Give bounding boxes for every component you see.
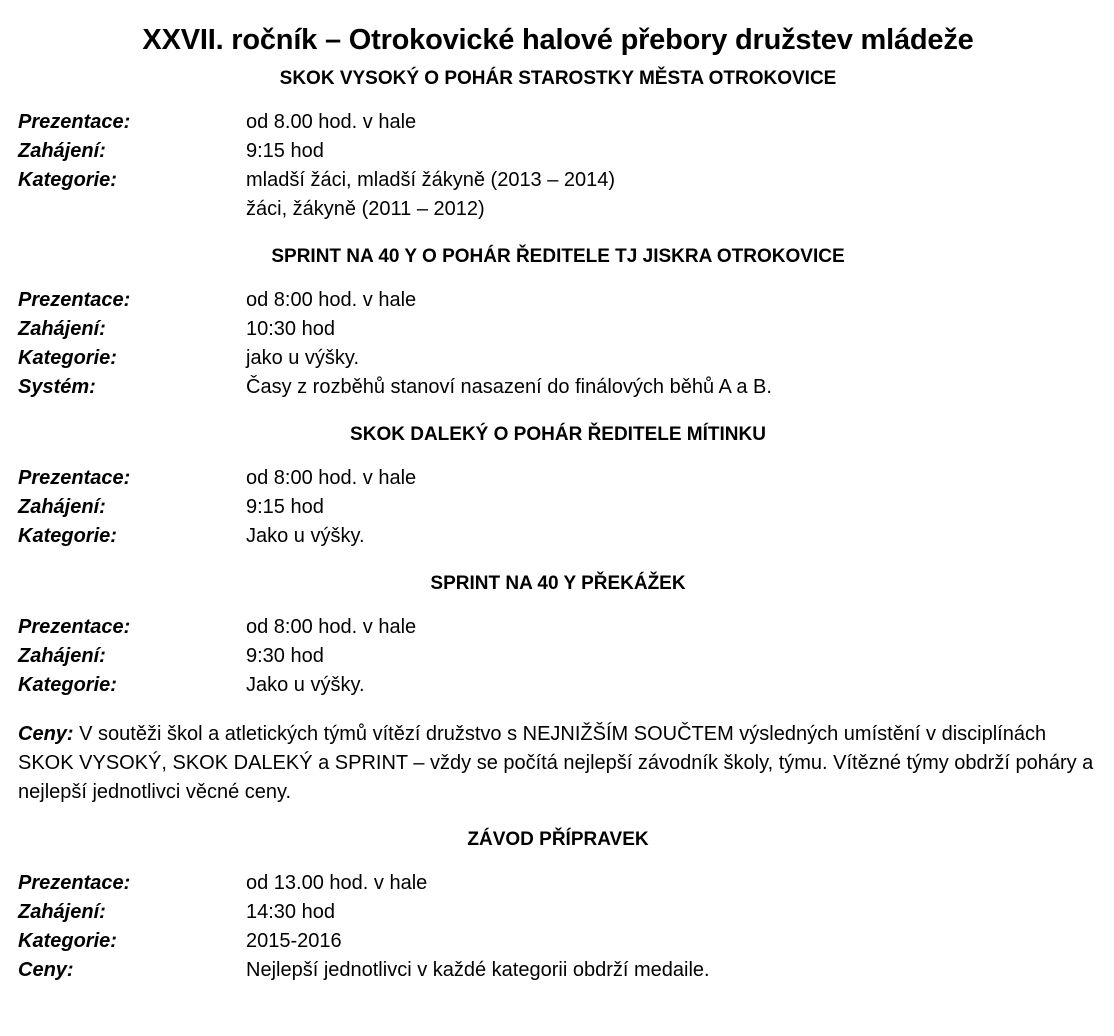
- info-value: od 8:00 hod. v hale: [246, 289, 417, 311]
- info-label: Ceny:: [18, 959, 74, 981]
- info-row: [18, 613, 1098, 642]
- info-label: Kategorie:: [18, 930, 117, 952]
- info-row: [18, 898, 1098, 927]
- info-block-juniors: [18, 869, 1098, 985]
- section-heading-long-jump: SKOK DALEKÝ O POHÁR ŘEDITELE MÍTINKU: [350, 424, 766, 445]
- info-value: 14:30 hod: [246, 901, 335, 923]
- info-row: [18, 108, 1098, 137]
- info-label: Systém:: [18, 376, 96, 398]
- info-label: Kategorie:: [18, 169, 117, 191]
- info-value: 9:15 hod: [246, 496, 324, 518]
- info-value: od 13.00 hod. v hale: [246, 872, 428, 894]
- info-block-high-jump: [18, 108, 1098, 224]
- info-label: Prezentace:: [18, 616, 131, 638]
- info-row: [18, 286, 1098, 315]
- info-value: od 8:00 hod. v hale: [246, 467, 417, 489]
- info-label: Prezentace:: [18, 872, 131, 894]
- info-label: Kategorie:: [18, 347, 117, 369]
- info-row: [18, 869, 1098, 898]
- info-row: [18, 927, 1098, 956]
- info-label: [18, 195, 246, 224]
- info-block-long-jump: [18, 464, 1098, 551]
- info-value: Jako u výšky.: [246, 525, 365, 547]
- info-row: [18, 195, 1098, 224]
- info-label: Prezentace:: [18, 467, 131, 489]
- info-row: [18, 166, 1098, 195]
- info-label: Zahájení:: [18, 645, 106, 667]
- section-heading-juniors: ZÁVOD PŘÍPRAVEK: [467, 829, 649, 850]
- info-label: Zahájení:: [18, 496, 106, 518]
- info-row: [18, 373, 1098, 402]
- info-block-sprint: [18, 286, 1098, 402]
- info-row: [18, 315, 1098, 344]
- info-label: Zahájení:: [18, 901, 106, 923]
- info-row: [18, 137, 1098, 166]
- info-value: Nejlepší jednotlivci v každé kategorii obdrží medaile.: [246, 959, 710, 981]
- info-value: 2015-2016: [246, 930, 342, 952]
- info-label: Kategorie:: [18, 674, 117, 696]
- info-row: [18, 956, 1098, 985]
- info-value: 9:15 hod: [246, 140, 324, 162]
- section-heading-hurdles: SPRINT NA 40 Y PŘEKÁŽEK: [430, 573, 686, 594]
- info-label: Prezentace:: [18, 289, 131, 311]
- prizes-text: V soutěži škol a atletických týmů vítězí družstvo s NEJNIŽŠÍM SOUČTEM výsledných umístění v disciplínách SKOK VYSOKÝ, SKOK DALEKÝ a SPRINT – vždy se počítá nejlepší závodník školy, týmu. Vítězné týmy obdrží poháry a nejlepší jednotlivci věcné ceny.: [18, 723, 1094, 803]
- info-value: žáci, žákyně (2011 – 2012): [246, 198, 485, 220]
- info-block-hurdles: [18, 613, 1098, 700]
- info-value: 10:30 hod: [246, 318, 335, 340]
- info-value: jako u výšky.: [246, 347, 359, 369]
- section-heading-high-jump: SKOK VYSOKÝ O POHÁR STAROSTKY MĚSTA OTROKOVICE: [279, 68, 837, 89]
- info-row: [18, 642, 1098, 671]
- info-value: 9:30 hod: [246, 645, 324, 667]
- info-label: Prezentace:: [18, 111, 131, 133]
- info-value: od 8:00 hod. v hale: [246, 616, 417, 638]
- document-title: XXVII. ročník – Otrokovické halové přebory družstev mládeže: [142, 24, 974, 56]
- info-label: Zahájení:: [18, 318, 106, 340]
- info-row: [18, 671, 1098, 700]
- info-row: [18, 464, 1098, 493]
- info-row: [18, 344, 1098, 373]
- info-value: Jako u výšky.: [246, 674, 365, 696]
- prizes-paragraph: [18, 720, 1098, 807]
- info-label: Kategorie:: [18, 525, 117, 547]
- info-row: [18, 522, 1098, 551]
- info-label: Zahájení:: [18, 140, 106, 162]
- info-row: [18, 493, 1098, 522]
- section-heading-sprint: SPRINT NA 40 Y O POHÁR ŘEDITELE TJ JISKRA OTROKOVICE: [271, 246, 845, 267]
- info-value: mladší žáci, mladší žákyně (2013 – 2014): [246, 169, 616, 191]
- prizes-label: Ceny:: [18, 723, 74, 745]
- info-value: od 8.00 hod. v hale: [246, 111, 417, 133]
- info-value: Časy z rozběhů stanoví nasazení do finálových běhů A a B.: [246, 376, 772, 398]
